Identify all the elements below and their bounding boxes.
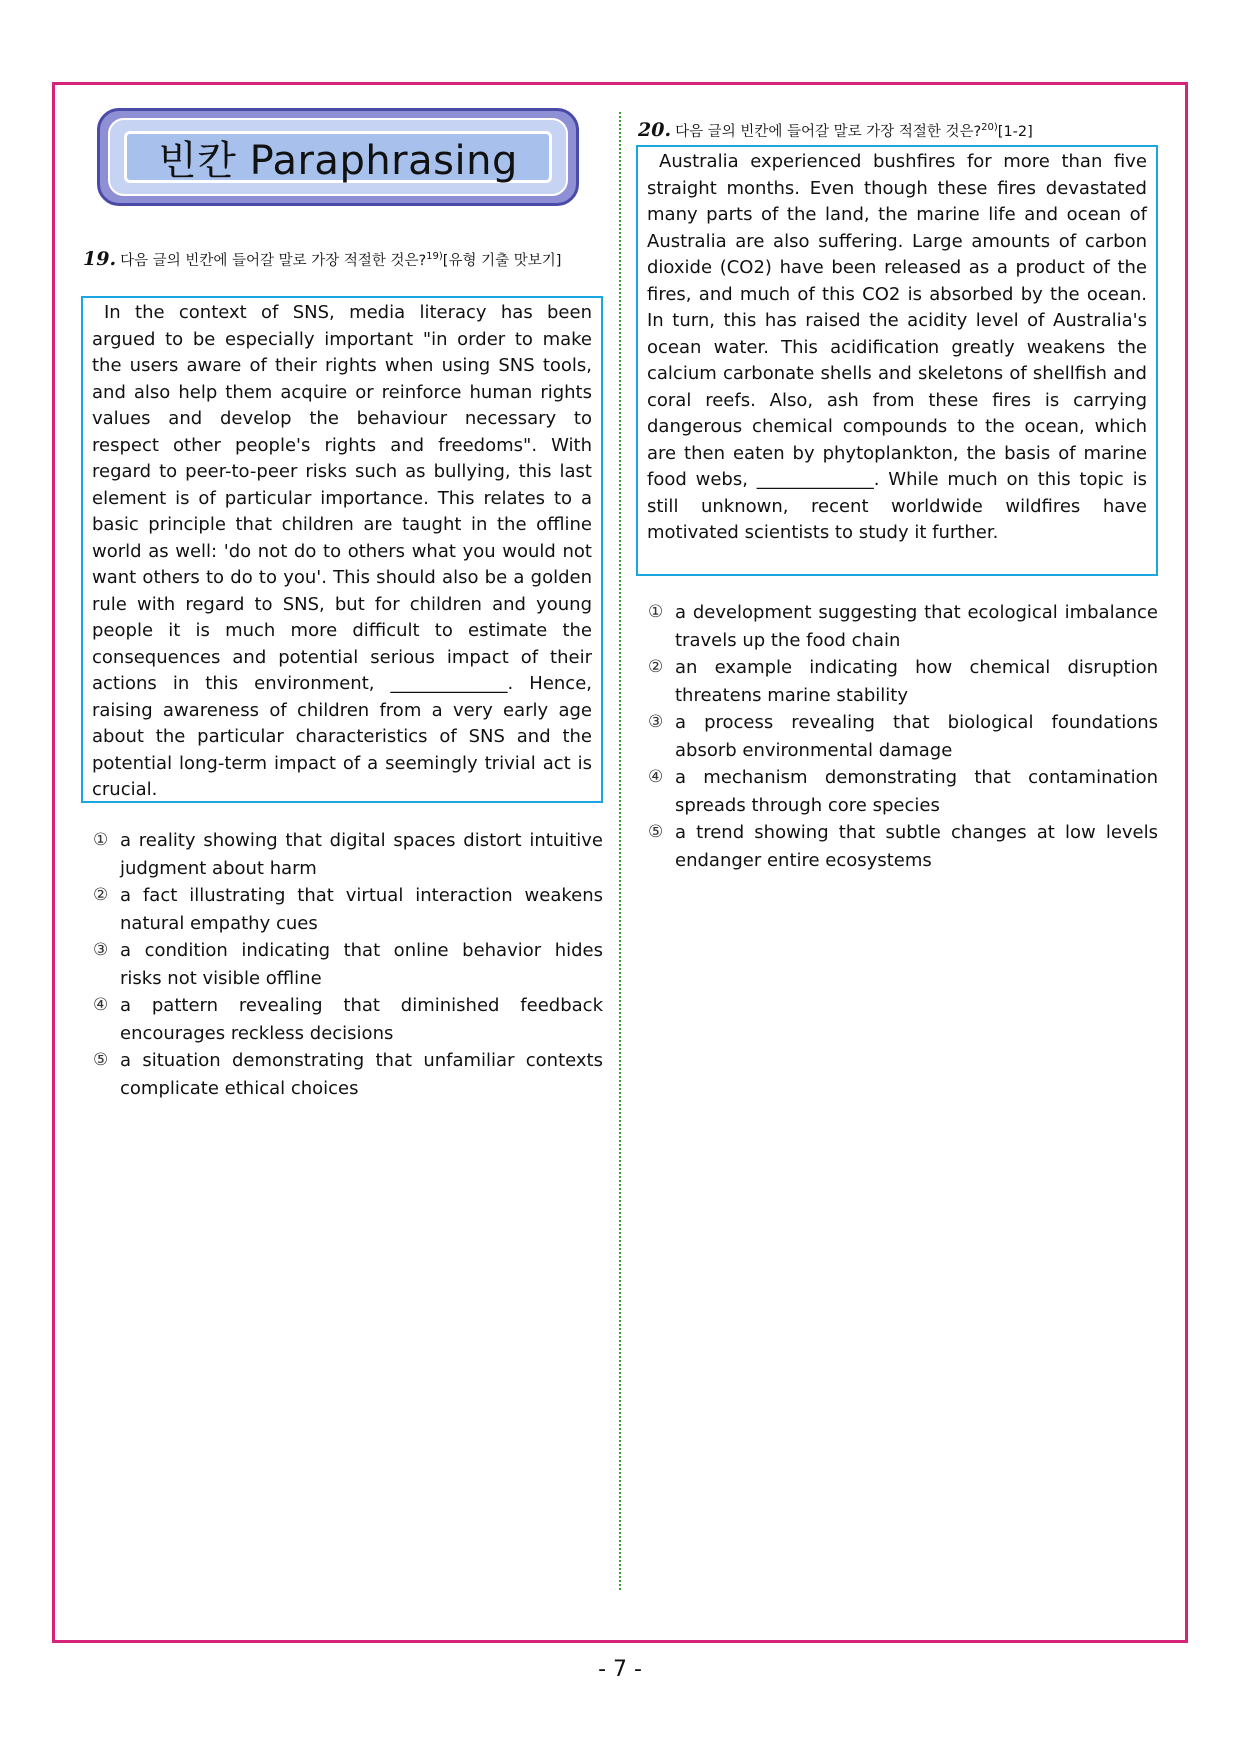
q20-passage: Australia experienced bushfires for more than five straight months. Even though these fires devastated many parts of the land, the marine life and ocean of Australia are also suffering. Large amounts of carbon dioxide (CO2) have been released as a product of the fires, and much of this CO2 is absorbed by the ocean. In turn, this has raised the acidity level of Australia's ocean water. This acidification greatly weakens the calcium carbonate shells and skeletons of shellfish and coral reefs. Also, ash from these fires is carrying dangerous chemical compounds to the ocean, which are then eaten by phytoplankton, the basis of marine food webs, _____________. While much on this topic is still unknown, recent worldwide wildfires have motivated scientists to study it further. bbox=[647, 151, 1147, 543]
q20-source: [1-2] bbox=[997, 123, 1033, 140]
q20-option-4[interactable]: ④ a mechanism demonstrating that contamination spreads through core species bbox=[648, 767, 1158, 816]
section-title-banner bbox=[97, 108, 579, 206]
q20-header bbox=[638, 118, 1158, 142]
q20-option-1[interactable]: ① a development suggesting that ecological imbalance travels up the food chain bbox=[648, 602, 1158, 651]
q20-option-3[interactable]: ③ a process revealing that biological foundations absorb environmental damage bbox=[648, 712, 1158, 761]
q20-passage-box bbox=[636, 145, 1158, 576]
column-divider bbox=[619, 112, 621, 1590]
q20-option-5[interactable]: ⑤ a trend showing that subtle changes at low levels endanger entire ecosystems bbox=[648, 822, 1158, 871]
section-title: 빈칸 Paraphrasing bbox=[124, 131, 552, 183]
q19-source: [유형 기출 맛보기] bbox=[442, 252, 562, 269]
q20-instruction: 다음 글의 빈칸에 들어갈 말로 가장 적절한 것은? bbox=[675, 123, 982, 140]
q19-option-1[interactable]: ① a reality showing that digital spaces distort intuitive judgment about harm bbox=[93, 830, 603, 879]
q19-footnote: 19) bbox=[426, 251, 443, 262]
q19-option-3[interactable]: ③ a condition indicating that online behavior hides risks not visible offline bbox=[93, 940, 603, 989]
q19-instruction: 다음 글의 빈칸에 들어갈 말로 가장 적절한 것은? bbox=[120, 252, 427, 269]
q20-option-2[interactable]: ② an example indicating how chemical disruption threatens marine stability bbox=[648, 657, 1158, 706]
q19-passage-box bbox=[81, 296, 603, 803]
q20-footnote: 20) bbox=[981, 122, 998, 133]
q19-header bbox=[83, 247, 603, 271]
q20-number: 20. bbox=[638, 118, 672, 141]
q19-options bbox=[93, 827, 603, 1102]
q19-option-4[interactable]: ④ a pattern revealing that diminished feedback encourages reckless decisions bbox=[93, 995, 603, 1044]
q19-number: 19. bbox=[83, 247, 117, 270]
q19-option-5[interactable]: ⑤ a situation demonstrating that unfamiliar contexts complicate ethical choices bbox=[93, 1050, 603, 1099]
q20-options bbox=[648, 599, 1158, 874]
q19-option-2[interactable]: ② a fact illustrating that virtual interaction weakens natural empathy cues bbox=[93, 885, 603, 934]
q19-passage: In the context of SNS, media literacy has been argued to be especially important "in order to make the users aware of their rights when using SNS tools, and also help them acquire or reinforce human rights values and develop the behaviour necessary to respect other people's rights and freedoms". With regard to peer-to-peer risks such as bullying, this last element is of particular importance. This relates to a basic principle that children are taught in the offline world as well: 'do not do to others what you would not want others to do to you'. This should also be a golden rule with regard to SNS, but for children and young people it is much more difficult to estimate the consequences and potential serious impact of their actions in this environment, _____________. Hence, raising awareness of children from a very early age about the particular characteristics of SNS and the potential long-term impact of a seemingly trivial act is crucial. bbox=[92, 302, 592, 800]
page-number: - 7 - bbox=[598, 1657, 642, 1682]
